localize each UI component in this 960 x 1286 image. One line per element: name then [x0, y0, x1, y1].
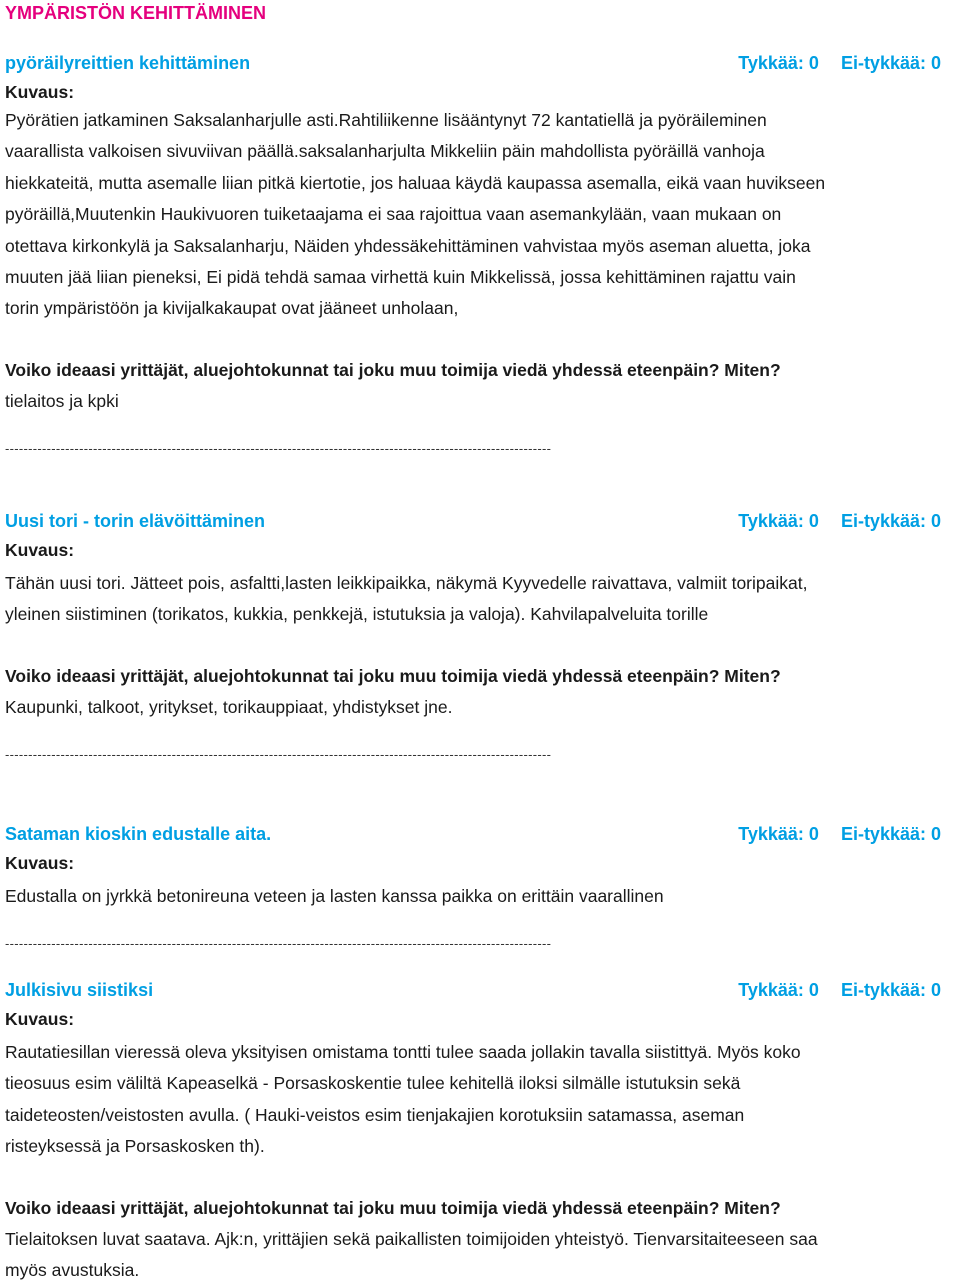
description-line: risteyksessä ja Porsaskosken th).	[5, 1136, 265, 1157]
description-label: Kuvaus:	[5, 540, 75, 560]
vote-counts	[738, 975, 941, 1006]
idea-title[interactable]: Julkisivu siistiksi	[5, 980, 154, 1000]
cooperation-question: Voiko ideaasi yrittäjät, aluejohtokunnat tai joku muu toimija viedä yhdessä eteenpäin? Miten?	[5, 359, 781, 380]
description-line: vaarallista valkoisen sivuviivan päällä.saksalanharjulta Mikkeliin päin mahdollista pyöräillä vanhoja	[5, 141, 765, 162]
idea-header	[5, 48, 960, 79]
description-label: Kuvaus:	[5, 1009, 75, 1029]
dislike-count[interactable]: Ei-tykkää: 0	[840, 53, 941, 73]
answer-line: myös avustuksia.	[5, 1259, 140, 1280]
description-text	[5, 568, 960, 631]
idea-header	[5, 819, 960, 850]
description-line: Tähän uusi tori. Jätteet pois, asfaltti,lasten leikkipaikka, näkymä Kyyvedelle raivattava, valmiit toripaikat,	[5, 573, 808, 593]
answer-line: Kaupunki, talkoot, yritykset, torikauppiaat, yhdistykset jne.	[5, 696, 453, 717]
separator-line: ----------------------------------------------------------------------------------------------------------------------	[5, 936, 552, 952]
separator-line: ----------------------------------------------------------------------------------------------------------------------	[5, 441, 552, 457]
answer-text	[5, 692, 960, 723]
dislike-count[interactable]: Ei-tykkää: 0	[840, 511, 941, 531]
answer-line: Tielaitoksen luvat saatava. Ajk:n, yrittäjien sekä paikallisten toimijoiden yhteistyö. Tienvarsitaiteeseen saa	[5, 1228, 818, 1249]
description-line: taideteosten/veistosten avulla. ( Hauki-veistos esim tienjakajien korotuksiin satamassa, aseman	[5, 1104, 745, 1125]
dislike-count[interactable]: Ei-tykkää: 0	[840, 824, 941, 844]
idea-title[interactable]: pyöräilyreittien kehittäminen	[5, 53, 251, 73]
dislike-count[interactable]: Ei-tykkää: 0	[840, 980, 941, 1000]
like-count[interactable]: Tykkää: 0	[738, 511, 819, 531]
description-line: Rautatiesillan vieressä oleva yksityisen omistama tontti tulee saada jollakin tavalla siistittyä. Myös koko	[5, 1042, 801, 1062]
description-line: pyöräillä,Muutenkin Haukivuoren tuiketaajama ei saa rajoittua vaan asemankylään, vaan mukaan on	[5, 204, 782, 225]
answer-text	[5, 1224, 960, 1286]
cooperation-question: Voiko ideaasi yrittäjät, aluejohtokunnat tai joku muu toimija viedä yhdessä eteenpäin? Miten?	[5, 665, 781, 686]
description-text	[5, 881, 960, 912]
like-count[interactable]: Tykkää: 0	[738, 980, 819, 1000]
idea-entry	[5, 819, 960, 954]
idea-title[interactable]: Uusi tori - torin elävöittäminen	[5, 511, 266, 531]
idea-entry	[5, 48, 960, 459]
idea-title[interactable]: Sataman kioskin edustalle aita.	[5, 824, 272, 844]
description-text	[5, 1037, 960, 1163]
document-page	[5, 0, 960, 1280]
vote-counts	[738, 819, 941, 850]
like-count[interactable]: Tykkää: 0	[738, 53, 819, 73]
description-line: Edustalla on jyrkkä betonireuna veteen ja lasten kanssa paikka on erittäin vaarallinen	[5, 886, 664, 906]
description-line: otettava kirkonkylä ja Saksalanharju, Näiden yhdessäkehittäminen vahvistaa myös aseman aluetta, joka	[5, 235, 811, 256]
idea-header	[5, 506, 960, 537]
like-count[interactable]: Tykkää: 0	[738, 824, 819, 844]
vote-counts	[738, 48, 941, 79]
description-line: yleinen siistiminen (torikatos, kukkia, penkkejä, istutuksia ja valoja). Kahvilapalveluita torille	[5, 604, 709, 625]
separator-line: ----------------------------------------------------------------------------------------------------------------------	[5, 747, 552, 763]
answer-text	[5, 386, 960, 417]
answer-line: tielaitos ja kpki	[5, 390, 119, 411]
vote-counts	[738, 506, 941, 537]
cooperation-question: Voiko ideaasi yrittäjät, aluejohtokunnat tai joku muu toimija viedä yhdessä eteenpäin? Miten?	[5, 1197, 781, 1218]
description-line: Pyörätien jatkaminen Saksalanharjulle asti.Rahtiliikenne lisääntynyt 72 kantatiellä ja pyöräileminen	[5, 110, 767, 130]
description-line: muuten jää liian pieneksi, Ei pidä tehdä samaa virhettä kuin Mikkelissä, jossa kehittäminen rajattu vain	[5, 266, 796, 287]
description-line: tieosuus esim väliltä Kapeaselkä - Porsaskoskentie tulee kehitellä iloksi silmälle istutuksin sekä	[5, 1073, 741, 1094]
section-title: YMPÄRISTÖN KEHITTÄMINEN	[5, 3, 266, 23]
description-label: Kuvaus:	[5, 853, 75, 873]
description-label: Kuvaus:	[5, 82, 75, 102]
description-line: torin ympäristöön ja kivijalkakaupat ovat jääneet unholaan,	[5, 298, 459, 319]
idea-entry	[5, 975, 960, 1286]
description-text	[5, 105, 960, 325]
idea-entry	[5, 506, 960, 765]
description-line: hiekkateitä, mutta asemalle liian pitkä kiertotie, jos haluaa käydä kaupassa asemalla, eikä vaan huvikseen	[5, 172, 826, 193]
idea-header	[5, 975, 960, 1006]
